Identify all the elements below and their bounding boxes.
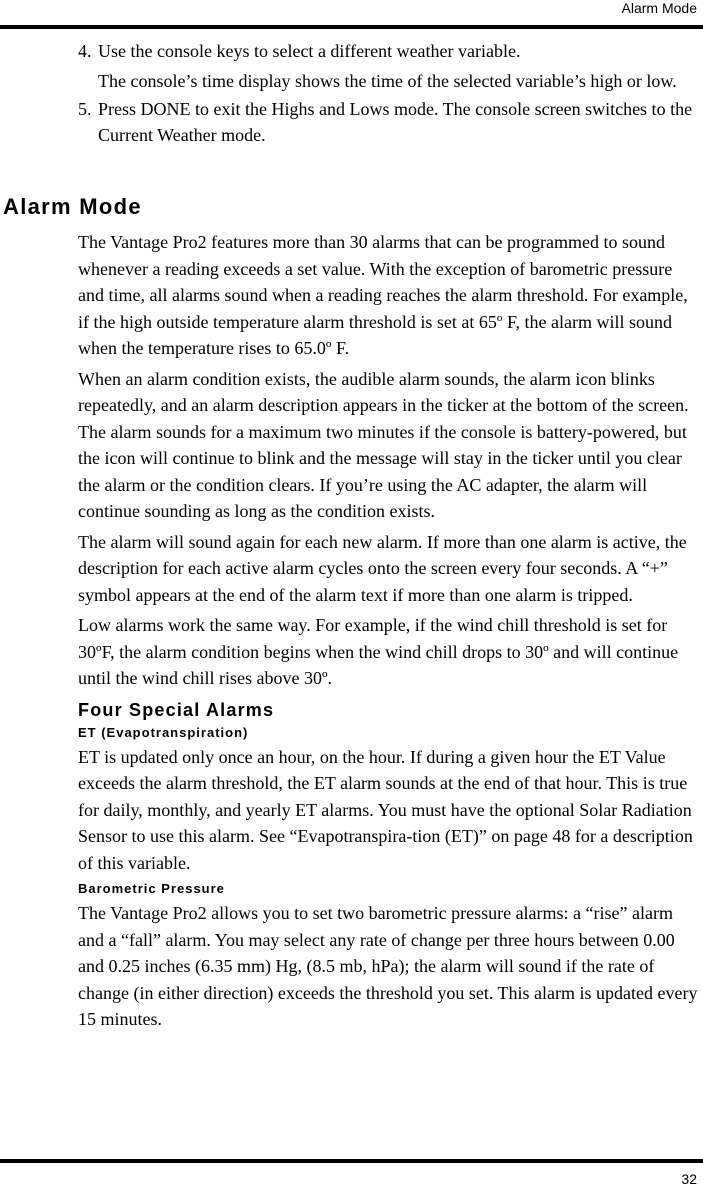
page-content [78, 38, 700, 148]
section-heading: Alarm Mode [3, 194, 142, 219]
alarm-heading-barometric: Barometric Pressure [78, 881, 225, 896]
section-body [78, 229, 700, 1033]
paragraph: The Vantage Pro2 allows you to set two barometric pressure alarms: a “rise” alarm and a “fall” alarm. You may select any rate of change per three hours between 0.00 and 0.25 inches (6.35 mm) Hg, (8.5 mb, hPa); the alarm will sound if the rate of change (in either direction) exceeds the threshold you set. This alarm is updated every 15 minutes. [78, 903, 698, 1029]
step-number: 5. [78, 99, 92, 119]
page-number: 32 [681, 1171, 697, 1186]
paragraph: The alarm will sound again for each new alarm. If more than one alarm is active, the description for each active alarm cycles onto the screen every four seconds. A “+” symbol appears at the end of the alarm text if more than one alarm is tripped. [78, 531, 687, 605]
paragraph: ET is updated only once an hour, on the hour. If during a given hour the ET Value exceeds the alarm threshold, the ET alarm sounds at the end of that hour. This is true for daily, monthly, and yearly ET alarms. You must have the optional Solar Radiation Sensor to use this alarm. See “Evapotranspira-tion (ET)” on page 48 for a description of this variable. [78, 746, 693, 873]
step-text: Press DONE to exit the Highs and Lows mode. The console screen switches to the Current Weather mode. [98, 99, 693, 145]
header-rule [0, 25, 703, 29]
step-number: 4. [78, 41, 92, 61]
step-note: The console’s time display shows the time of the selected variable’s high or low. [98, 71, 677, 91]
footer-rule [0, 1159, 703, 1163]
step-4 [78, 38, 700, 64]
running-head: Alarm Mode [621, 0, 697, 16]
step-text: Use the console keys to select a different weather variable. [98, 41, 521, 61]
alarm-heading-et: ET (Evapotranspiration) [78, 724, 249, 740]
paragraph: The Vantage Pro2 features more than 30 alarms that can be programmed to sound whenever a reading exceeds a set value. With the exception of barometric pressure and time, all alarms sound when a reading reaches the alarm threshold. For example, if the high outside temperature alarm threshold is set at 65º F, the alarm will sound when the temperature rises to 65.0º F. [78, 232, 688, 358]
subsection-heading: Four Special Alarms [78, 699, 275, 720]
paragraph: Low alarms work the same way. For example, if the wind chill threshold is set for 30ºF, the alarm condition begins when the wind chill drops to 30º and will continue until the wind chill rises above 30º. [78, 615, 679, 688]
paragraph: When an alarm condition exists, the audible alarm sounds, the alarm icon blinks repeatedly, and an alarm description appears in the ticker at the bottom of the screen. The alarm sounds for a maximum two minutes if the console is battery-powered, but the icon will continue to blink and the message will stay in the ticker until you clear the alarm or the condition clears. If you’re using the AC adapter, the alarm will continue sounding as long as the condition exists. [78, 368, 689, 521]
step-5 [78, 96, 700, 148]
